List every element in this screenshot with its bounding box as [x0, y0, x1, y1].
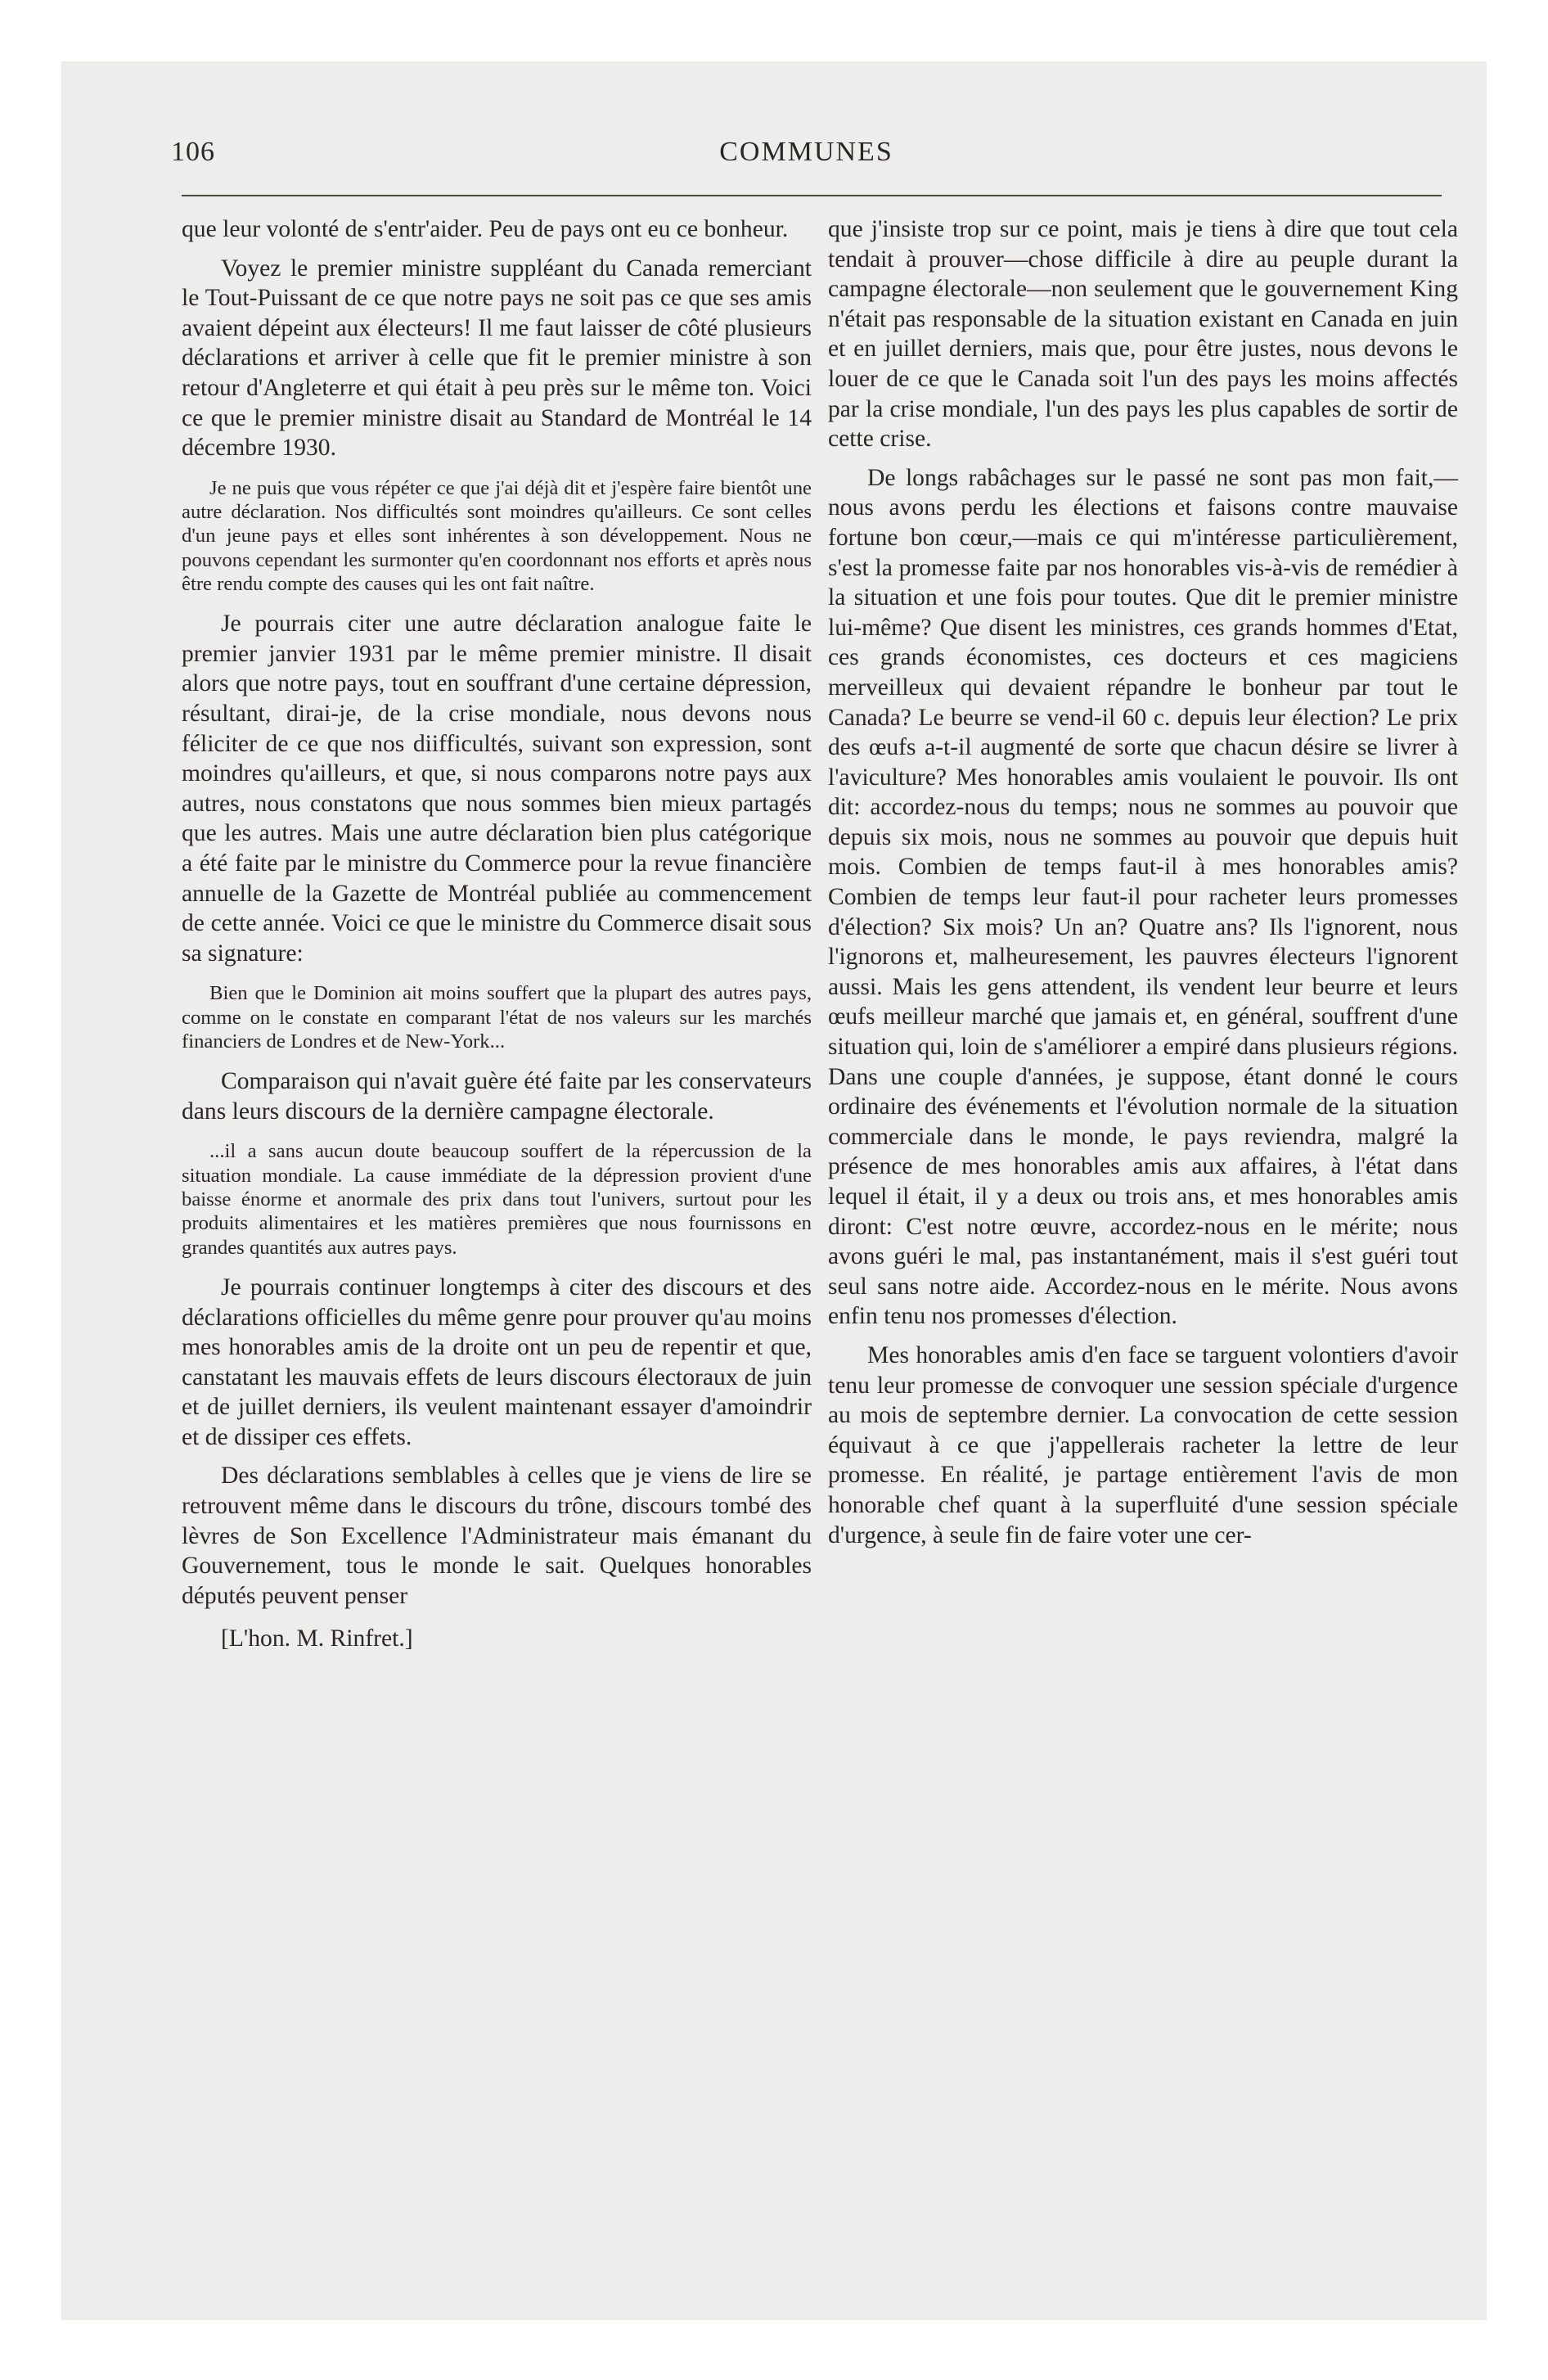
block-gap — [182, 1053, 812, 1066]
speaker-attribution: [L'hon. M. Rinfret.] — [221, 1625, 413, 1652]
page-header — [171, 137, 1442, 186]
block-gap — [182, 463, 812, 476]
block-gap — [182, 1452, 812, 1461]
block-gap — [182, 1126, 812, 1139]
paragraph: Voyez le premier ministre suppléant du Canada remerciant le Tout-Puissant de ce que notre pays ne soit pas ce que ses amis avaient dépeint aux électeurs! Il me faut laisser de côté plusieurs déclarations et arriver à celle que fit le premier ministre à son retour d'Angleterre et qui était à peu près sur le même ton. Voici ce que le premier ministre disait au Standard de Montréal le 14 décembre 1930. — [182, 255, 812, 462]
paragraph: que j'insiste trop sur ce point, mais je tiens à dire que tout cela tendait à prouver—chose difficile à dire au peuple durant la campagne électorale—non seulement que le gouvernement King n'était pas responsable de la situation existant en Canada en juin et en juillet derniers, mais que, pour être justes, nous devons le louer de ce que le Canada soit l'un des pays les moins affectés par la crise mondiale, l'un des pays les plus capables de sortir de cette crise. — [828, 216, 1458, 453]
block-quote: Bien que le Dominion ait moins souffert que la plupart des autres pays, comme on le constate en comparant l'état de nos valeurs sur les marchés financiers de Londres et de New-York... — [182, 982, 812, 1053]
paragraph: Des déclarations semblables à celles que je viens de lire se retrouvent même dans le discours du trône, discours tombé des lèvres de Son Excellence l'Administrateur mais émanant du Gouvernement, tous le monde le sait. Quelques honorables députés peuvent penser — [182, 1463, 812, 1609]
running-head: COMMUNES — [719, 137, 893, 167]
paragraph: Je pourrais citer une autre déclaration analogue faite le premier janvier 1931 par le même premier ministre. Il disait alors que notre pays, tout en souffrant d'une certaine dépression, résultant, dirai-je, de la crise mondiale, nous devons nous féliciter de ce que nos diifficultés, suivant son expression, sont moindres qu'ailleurs, et que, si nous comparons notre pays aux autres, nous constatons que nous sommes bien mieux partagés que les autres. Mais une autre déclaration bien plus catégorique a été faite par le ministre du Commerce pour la revue financière annuelle de la Gazette de Montréal publiée au commencement de cette année. Voici ce que le ministre du Commerce disait sous sa signature: — [182, 611, 812, 967]
block-gap — [828, 1332, 1458, 1341]
page-number: 106 — [171, 137, 215, 167]
block-gap — [182, 1611, 812, 1624]
paragraph: que leur volonté de s'entr'aider. Peu de pays ont eu ce bonheur. — [182, 216, 789, 242]
block-gap — [182, 968, 812, 981]
block-quote: Je ne puis que vous répéter ce que j'ai déjà dit et j'espère faire bientôt une autre déclaration. Nos difficultés sont moindres qu'ailleurs. Ce sont celles d'un jeune pays et elles sont inhérentes à son développement. Nous ne pouvons cependant les surmonter qu'en coordonnant nos efforts et après nous être rendu compte des causes qui les ont fait naître. — [182, 476, 812, 595]
left-column — [182, 214, 812, 1654]
right-column — [828, 214, 1458, 1550]
paragraph: De longs rabâchages sur le passé ne sont pas mon fait,—nous avons perdu les élections et faisons contre mauvaise fortune bon cœur,—mais ce qui m'intéresse particulièrement, s'est la promesse faite par nos honorables vis-à-vis de remédier à la situation et une fois pour toutes. Que dit le premier ministre lui-même? Que disent les ministres, ces grands hommes d'Etat, ces grands économistes, ces docteurs et ces magiciens merveilleux qui devaient répandre le bonheur par tout le Canada? Le beurre se vend-il 60 c. depuis leur élection? Le prix des œufs a-t-il augmenté de sorte que chacun désire se livrer à l'aviculture? Mes honorables amis voulaient le pouvoir. Ils ont dit: accordez-nous du temps; nous ne sommes au pouvoir que depuis six mois, nous ne sommes au pouvoir que depuis huit mois. Combien de temps faut-il à mes honorables amis? Combien de temps leur faut-il pour racheter leurs promesses d'élection? Six mois? Un an? Quatre ans? Ils l'ignorent, nous l'ignorons et, malheuresement, les pauvres électeurs l'ignorent aussi. Mais les gens attendent, ils vendent leur beurre et leurs œufs meilleur marché que jamais et, en général, souffrent d'une situation qui, loin de s'améliorer a empiré dans plusieurs régions. Dans une couple d'années, je suppose, étant donné le cours ordinaire des événements et l'évolution normale de la situation commerciale dans le monde, le pays reviendra, malgré la présence de mes honorables amis aux affaires, à l'état dans lequel il était, il y a deux ou trois ans, et mes honorables amis diront: C'est notre œuvre, accordez-nous en le mérite; nous avons guéri le mal, pas instantanément, mais il s'est guéri tout seul sans notre aide. Accordez-nous en le mérite. Nous avons enfin tenu nos promesses d'élection. — [828, 464, 1458, 1330]
block-gap — [182, 245, 812, 254]
paragraph: Je pourrais continuer longtemps à citer des discours et des déclarations officielles du même genre pour prouver qu'au moins mes honorables amis de la droite ont un peu de repentir et que, canstatant les mauvais effets de leurs discours électoraux de juin et de juillet derniers, ils veulent maintenant essayer d'amoindrir et de dissiper ces effets. — [182, 1273, 812, 1450]
paragraph: Mes honorables amis d'en face se targuent volontiers d'avoir tenu leur promesse de convoquer une session spéciale d'urgence au mois de septembre dernier. La convocation de cette session équivaut à ce que j'appellerais racheter la lettre de leur promesse. En réalité, je partage entièrement l'avis de mon honorable chef quant à la superfluité d'une session spéciale d'urgence, à seule fin de faire voter une cer- — [828, 1341, 1458, 1548]
header-rule — [182, 195, 1442, 196]
paragraph: Comparaison qui n'avait guère été faite par les conservateurs dans leurs discours de la dernière campagne électorale. — [182, 1068, 812, 1125]
block-gap — [828, 454, 1458, 463]
block-gap — [182, 596, 812, 609]
block-quote: ...il a sans aucun doute beaucoup souffert de la répercussion de la situation mondiale. La cause immédiate de la dépression provient d'une baisse énorme et anormale des prix dans tout l'univers, surtout pour les produits alimentaires et les matières premières que nous fournissons en grandes quantités aux autres pays. — [182, 1140, 812, 1259]
block-gap — [182, 1260, 812, 1273]
